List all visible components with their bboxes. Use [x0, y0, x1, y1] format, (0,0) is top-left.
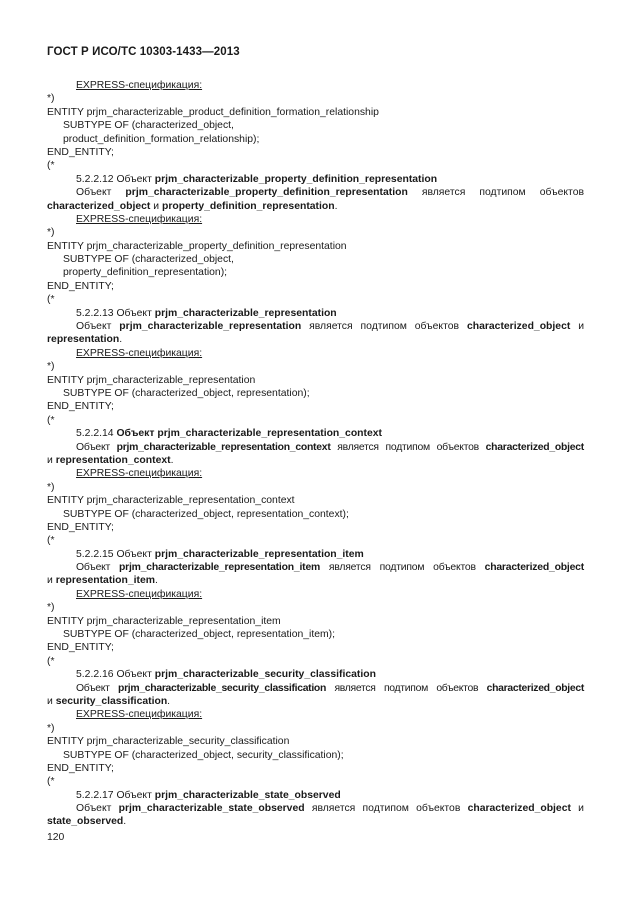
entity-declaration: ENTITY prjm_characterizable_representation	[47, 374, 256, 386]
section-heading: 5.2.2.14 Объект prjm_characterizable_representation_context	[76, 428, 383, 440]
subtype-declaration: SUBTYPE OF (characterized_object, security_classification);	[63, 749, 344, 761]
section-description-continued: и representation_item.	[47, 575, 158, 587]
comment-open: (*	[47, 414, 55, 426]
express-spec-label: EXPRESS-спецификация:	[76, 213, 203, 225]
end-entity: END_ENTITY;	[47, 401, 114, 413]
subtype-declaration: SUBTYPE OF (characterized_object, representation_context);	[63, 508, 349, 520]
section-description: Объект prjm_characterizable_representation_context является подтипом объектов characterized_object	[76, 441, 585, 453]
comment-close: *)	[47, 361, 55, 373]
section-description-continued: state_observed.	[47, 816, 127, 828]
comment-open: (*	[47, 655, 55, 667]
page-number: 120	[47, 832, 65, 843]
comment-open: (*	[47, 776, 55, 788]
section-heading: 5.2.2.15 Объект prjm_characterizable_representation_item	[76, 548, 364, 560]
end-entity: END_ENTITY;	[47, 762, 114, 774]
express-spec-label: EXPRESS-спецификация:	[76, 588, 203, 600]
subtype-declaration-continued: property_definition_representation);	[63, 267, 228, 279]
subtype-declaration: SUBTYPE OF (characterized_object,	[63, 120, 234, 132]
section-heading: 5.2.2.13 Объект prjm_characterizable_representation	[76, 307, 337, 319]
entity-declaration: ENTITY prjm_characterizable_representation_context	[47, 495, 295, 507]
section-description-continued: characterized_object и property_definition_representation.	[47, 200, 338, 212]
section-heading: 5.2.2.12 Объект prjm_characterizable_property_definition_representation	[76, 173, 438, 185]
section-description: Объект prjm_characterizable_state_observed является подтипом объектов characterized_object и	[76, 803, 584, 815]
express-spec-label: EXPRESS-спецификация:	[76, 468, 203, 480]
entity-declaration: ENTITY prjm_characterizable_representation_item	[47, 615, 281, 627]
section-description-continued: и security_classification.	[47, 695, 171, 707]
comment-close: *)	[47, 481, 55, 493]
comment-close: *)	[47, 602, 55, 614]
section-description-continued: representation.	[47, 334, 123, 346]
entity-declaration: ENTITY prjm_characterizable_property_definition_representation	[47, 240, 347, 252]
subtype-declaration: SUBTYPE OF (characterized_object,	[63, 254, 234, 266]
section-heading: 5.2.2.17 Объект prjm_characterizable_state_observed	[76, 789, 341, 801]
subtype-declaration: SUBTYPE OF (characterized_object, representation_item);	[63, 629, 336, 641]
section-description-continued: и representation_context.	[47, 454, 174, 466]
subtype-declaration: SUBTYPE OF (characterized_object, representation);	[63, 387, 310, 399]
section-description: Объект prjm_characterizable_representation_item является подтипом объектов characterized_object	[76, 562, 584, 574]
page-header: ГОСТ Р ИСО/ТС 10303-1433—2013	[47, 46, 240, 58]
express-spec-label: EXPRESS-спецификация:	[76, 709, 203, 721]
document-body	[47, 79, 584, 829]
section-heading: 5.2.2.16 Объект prjm_characterizable_security_classification	[76, 669, 376, 681]
entity-declaration: ENTITY prjm_characterizable_product_definition_formation_relationship	[47, 106, 379, 118]
comment-open: (*	[47, 160, 55, 172]
section-description: Объект prjm_characterizable_representation является подтипом объектов characterized_object и	[76, 321, 585, 333]
comment-close: *)	[47, 722, 55, 734]
end-entity: END_ENTITY;	[47, 280, 114, 292]
end-entity: END_ENTITY;	[47, 146, 114, 158]
end-entity: END_ENTITY;	[47, 642, 114, 654]
comment-open: (*	[47, 535, 55, 547]
comment-close: *)	[47, 227, 55, 239]
subtype-declaration-continued: product_definition_formation_relationship);	[63, 133, 260, 145]
end-entity: END_ENTITY;	[47, 521, 114, 533]
comment-open: (*	[47, 294, 55, 306]
entity-declaration: ENTITY prjm_characterizable_security_classification	[47, 736, 290, 748]
comment-close: *)	[47, 93, 55, 105]
express-spec-label: EXPRESS-спецификация:	[76, 80, 203, 91]
express-spec-label: EXPRESS-спецификация:	[76, 347, 203, 359]
section-description: Объект prjm_characterizable_property_definition_representation является подтипом объектов	[76, 187, 584, 199]
section-description: Объект prjm_characterizable_security_classification является подтипом объектов characterized_object	[76, 682, 584, 694]
